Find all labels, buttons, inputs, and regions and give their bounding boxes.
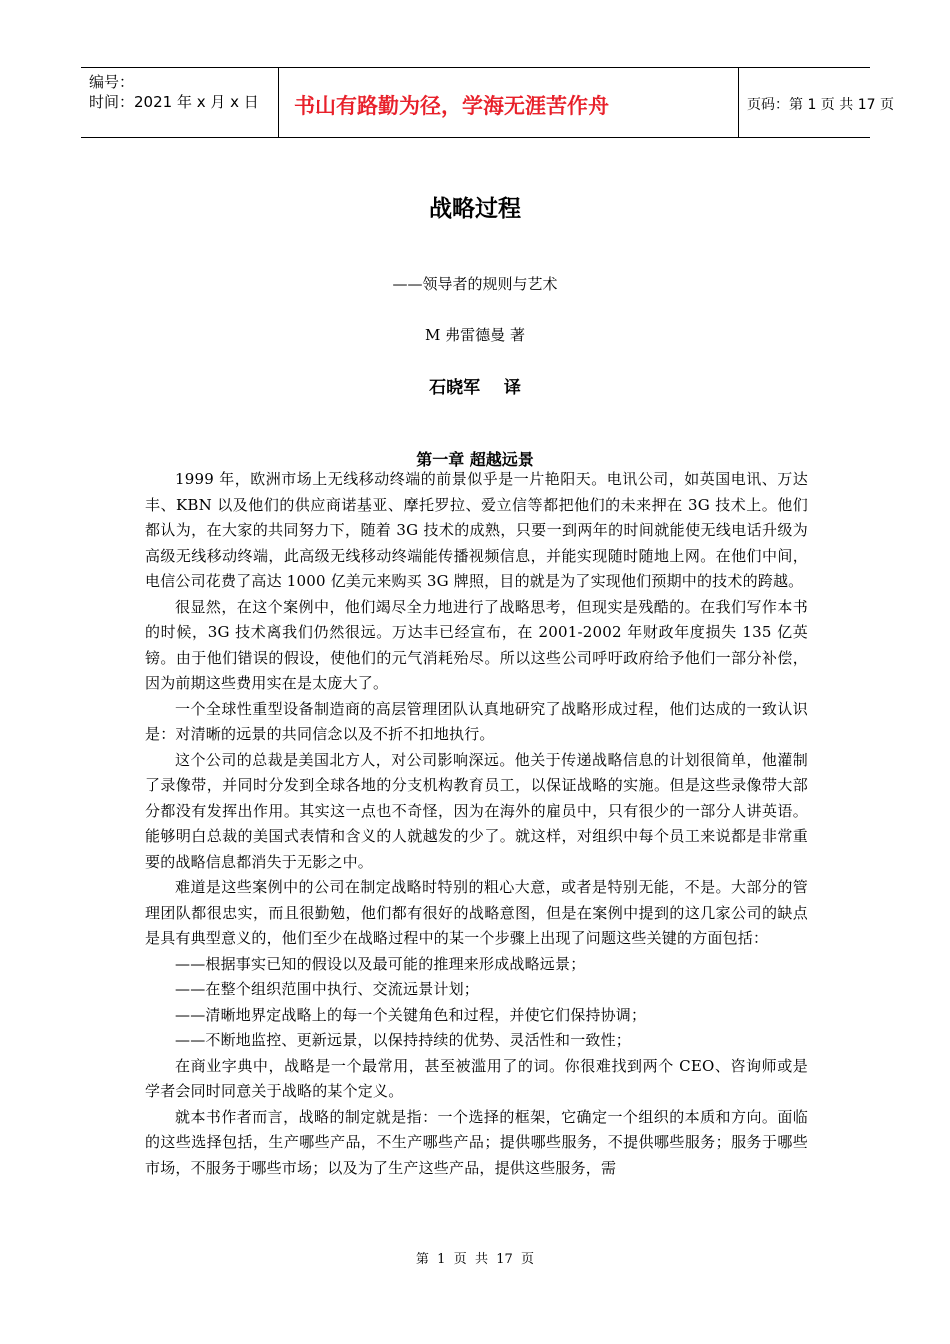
document-subtitle: ——领导者的规则与艺术 (392, 275, 558, 293)
number-label: 编号： (89, 73, 135, 91)
paragraph: 一个全球性重型设备制造商的高层管理团队认真地研究了战略形成过程，他们达成的一致认识是：对清晰的远景的共同信念以及不折不扣地执行。 (145, 699, 808, 743)
page-info: 页码：第 1 页 共 17 页 (747, 97, 894, 113)
header-left-cell (81, 68, 278, 137)
chapter-heading: 第一章 超越远景 (416, 450, 534, 469)
header-motto-cell (278, 68, 739, 137)
translator-line: 石晓军 译 (429, 378, 521, 398)
body-text (145, 467, 808, 1181)
date-label: 时间：2021 年 x 月 x 日 (89, 93, 259, 111)
paragraph: 很显然，在这个案例中，他们竭尽全力地进行了战略思考，但现实是残酷的。在我们写作本书的时候，3G 技术离我们仍然很远。万达丰已经宣布，在 2001-2002 年财政年度损失 135 亿英镑。由于他们错误的假设，使他们的元气消耗殆尽。所以这些公司呼吁政府给予他们一部分补偿，因为前期这些费用实在是太庞大了。 (145, 597, 808, 692)
author-line: M 弗雷德曼 著 (425, 326, 525, 344)
header-table (81, 67, 894, 138)
list-item: ——不断地监控、更新远景，以保持持续的优势、灵活性和一致性； (175, 1031, 632, 1049)
paragraph: 难道是这些案例中的公司在制定战略时特别的粗心大意，或者是特别无能，不是。大部分的管理团队都很忠实，而且很勤勉，他们都有很好的战略意图，但是在案例中提到的这几家公司的缺点是具有典型意义的，他们至少在战略过程中的某一个步骤上出现了问题这些关键的方面包括： (145, 878, 808, 947)
paragraph: 这个公司的总裁是美国北方人，对公司影响深远。他关于传递战略信息的计划很简单，他灌制了录像带，并同时分发到全球各地的分支机构教育员工，以保证战略的实施。但是这些录像带大部分都没有发挥出作用。其实这一点也不奇怪，因为在海外的雇员中，只有很少的一部分人讲英语。能够明白总裁的美国式表情和含义的人就越发的少了。就这样，对组织中每个员工来说都是非常重要的战略信息都消失于无影之中。 (145, 750, 808, 871)
document-title: 战略过程 (429, 196, 521, 222)
header-right-cell (737, 68, 894, 137)
page-footer: 第 1 页 共 17 页 (415, 1252, 535, 1267)
list-item: ——在整个组织范围中执行、交流远景计划； (175, 980, 480, 998)
paragraph: 就本书作者而言，战略的制定就是指：一个选择的框架，它确定一个组织的本质和方向。面临的这些选择包括，生产哪些产品，不生产哪些产品；提供哪些服务，不提供哪些服务；服务于哪些市场，不服务于哪些市场；以及为了生产这些产品，提供这些服务，需 (145, 1107, 808, 1177)
motto: 书山有路勤为径，学海无涯苦作舟 (294, 94, 609, 118)
paragraph: 1999 年，欧洲市场上无线移动终端的前景似乎是一片艳阳天。电讯公司，如英国电讯、万达丰、KBN 以及他们的供应商诺基亚、摩托罗拉、爱立信等都把他们的未来押在 3G 技术上。他们都认为，在大家的共同努力下，随着 3G 技术的成熟，只要一到两年的时间就能使无线电话升级为高级无线移动终端，此高级无线移动终端能传播视频信息，并能实现随时随地上网。在他们中间，电信公司花费了高达 1000 亿美元来购买 3G 牌照，目的就是为了实现他们预期中的技术的跨越。 (145, 470, 808, 590)
list-item: ——清晰地界定战略上的每一个关键角色和过程，并使它们保持协调； (175, 1005, 647, 1024)
list-item: ——根据事实已知的假设以及最可能的推理来形成战略远景； (175, 954, 586, 973)
paragraph: 在商业字典中，战略是一个最常用，甚至被滥用了的词。你很难找到两个 CEO、咨询师或是学者会同时同意关于战略的某个定义。 (145, 1056, 808, 1100)
